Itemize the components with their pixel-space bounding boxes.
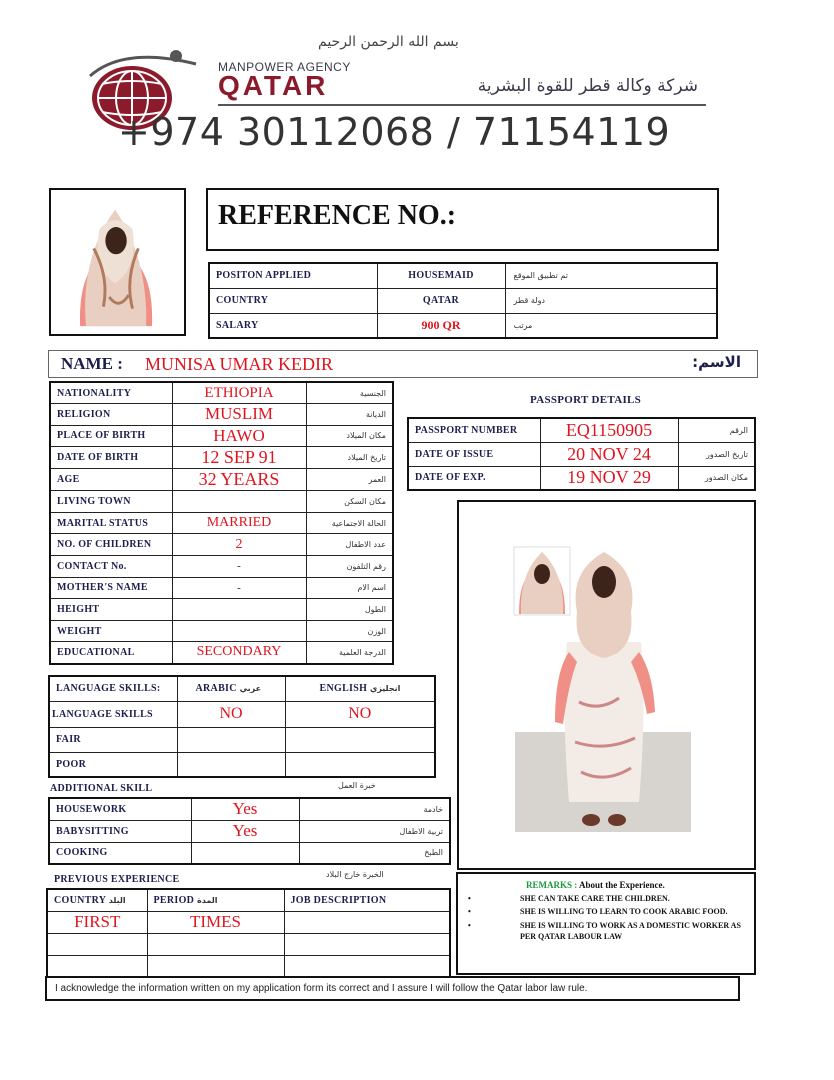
personal-value: -	[172, 556, 306, 578]
experience-job	[284, 955, 450, 977]
previous-experience-table	[46, 888, 451, 978]
table-row	[49, 752, 435, 777]
experience-country	[47, 955, 147, 977]
personal-label: NATIONALITY	[50, 382, 172, 404]
personal-value: MUSLIM	[172, 404, 306, 426]
list-item: • SHE IS WILLING TO WORK AS A DOMESTIC WORKER AS PER QATAR LABOUR LAW	[468, 921, 741, 941]
personal-arabic: عدد الاطفال	[306, 534, 393, 556]
country-label: COUNTRY	[209, 288, 377, 313]
remarks-box	[456, 872, 756, 975]
expiry-date-arabic: مكان الصدور	[678, 466, 755, 490]
table-row	[49, 820, 450, 842]
applicant-name: MUNISA UMAR KEDIR	[145, 354, 334, 374]
position-value: HOUSEMAID	[377, 263, 505, 288]
personal-value: ETHIOPIA	[172, 382, 306, 404]
personal-value: 32 YEARS	[172, 469, 306, 491]
personal-value: SECONDARY	[172, 642, 306, 664]
period-column-label: PERIOD	[153, 894, 195, 906]
table-row	[47, 955, 450, 977]
table-row	[50, 425, 393, 447]
remark-text: SHE IS WILLING TO LEARN TO COOK ARABIC FOOD.	[520, 907, 728, 916]
personal-label: MARITAL STATUS	[50, 512, 172, 534]
table-row	[49, 727, 435, 752]
agency-phone: +974 30112068 / 71154119	[118, 110, 671, 154]
remarks-list	[468, 894, 748, 942]
personal-value	[172, 491, 306, 513]
remark-text: SHE IS WILLING TO WORK AS A DOMESTIC WORKER AS PER QATAR LABOUR LAW	[520, 921, 741, 941]
period-column-header	[147, 889, 284, 911]
period-column-arabic: المدة	[197, 895, 218, 905]
table-row	[50, 599, 393, 621]
cooking-value	[191, 842, 299, 864]
table-row	[50, 404, 393, 426]
list-item: • SHE IS WILLING TO LEARN TO COOK ARABIC FOOD.	[468, 907, 728, 916]
remarks-heading	[526, 880, 665, 890]
acknowledgement-box	[45, 976, 740, 1001]
position-table	[208, 262, 718, 339]
reference-box	[206, 188, 719, 251]
country-column-arabic: البلد	[108, 895, 126, 905]
agency-subtitle: MANPOWER AGENCY	[218, 60, 351, 74]
language-skills-header: LANGUAGE SKILLS:	[49, 676, 177, 701]
experience-job	[284, 911, 450, 933]
english-column-label: ENGLISH	[319, 683, 368, 695]
experience-country	[47, 933, 147, 955]
personal-label: RELIGION	[50, 404, 172, 426]
table-row	[408, 418, 755, 442]
fair-arabic-value	[177, 727, 285, 752]
housework-arabic: خادمة	[299, 798, 450, 820]
babysitting-label: BABYSITTING	[49, 820, 191, 842]
list-item: • SHE CAN TAKE CARE THE CHILDREN.	[468, 894, 670, 903]
remark-text: SHE CAN TAKE CARE THE CHILDREN.	[520, 894, 670, 903]
personal-label: PLACE OF BIRTH	[50, 425, 172, 447]
table-row	[50, 642, 393, 664]
country-arabic: دولة قطر	[505, 288, 717, 313]
salary-label: SALARY	[209, 313, 377, 338]
personal-arabic: اسم الام	[306, 577, 393, 599]
english-column-arabic: انجليزي	[369, 684, 401, 694]
table-row	[50, 469, 393, 491]
personal-label: LIVING TOWN	[50, 491, 172, 513]
previous-experience-arabic-title: الخبرة خارج البلاد	[326, 870, 384, 879]
poor-arabic-value	[177, 752, 285, 777]
remarks-title: REMARKS :	[526, 880, 578, 890]
arabic-column-label: ARABIC	[195, 683, 237, 695]
personal-arabic: الحالة الاجتماعية	[306, 512, 393, 534]
personal-arabic: مكان السكن	[306, 491, 393, 513]
english-skill-value: NO	[285, 701, 435, 727]
personal-value: 12 SEP 91	[172, 447, 306, 469]
personal-arabic: الوزن	[306, 620, 393, 642]
job-description-column-header: JOB DESCRIPTION	[284, 889, 450, 911]
header-divider	[218, 104, 706, 106]
personal-label: MOTHER'S NAME	[50, 577, 172, 599]
position-label: POSITON APPLIED	[209, 263, 377, 288]
additional-skill-title: ADDITIONAL SKILL	[50, 783, 153, 794]
name-bar	[48, 350, 758, 378]
personal-arabic: الجنسية	[306, 382, 393, 404]
experience-job	[284, 933, 450, 955]
personal-arabic: الدرجة العلمية	[306, 642, 393, 664]
housework-label: HOUSEWORK	[49, 798, 191, 820]
salary-arabic: مرتب	[505, 313, 717, 338]
personal-arabic: الديانة	[306, 404, 393, 426]
personal-value: HAWO	[172, 425, 306, 447]
full-body-photo	[459, 502, 754, 868]
issue-date-label: DATE OF ISSUE	[408, 442, 540, 466]
issue-date-arabic: تاريخ الصدور	[678, 442, 755, 466]
passport-number-arabic: الرقم	[678, 418, 755, 442]
position-arabic: تم تطبيق الموقع	[505, 263, 717, 288]
name-arabic-label: الاسم:	[692, 353, 741, 371]
personal-value: 2	[172, 534, 306, 556]
table-row	[47, 911, 450, 933]
english-column-header	[285, 676, 435, 701]
personal-value: MARRIED	[172, 512, 306, 534]
portrait-photo-frame	[49, 188, 186, 336]
personal-arabic: تاريخ الميلاد	[306, 447, 393, 469]
personal-label: WEIGHT	[50, 620, 172, 642]
acknowledgement-text: I acknowledge the information written on my application form its correct and I assure I will follow the Qatar labor law rule.	[55, 983, 588, 994]
table-row	[50, 447, 393, 469]
arabic-skill-value: NO	[177, 701, 285, 727]
personal-arabic: رقم التلفون	[306, 556, 393, 578]
experience-period	[147, 933, 284, 955]
personal-arabic: العمر	[306, 469, 393, 491]
table-row	[209, 313, 717, 338]
table-row	[49, 676, 435, 701]
housework-value: Yes	[191, 798, 299, 820]
table-row	[408, 442, 755, 466]
country-column-label: COUNTRY	[54, 894, 106, 906]
fair-label: FAIR	[49, 727, 177, 752]
full-body-photo-frame	[457, 500, 756, 870]
table-row	[50, 556, 393, 578]
cooking-arabic: الطبخ	[299, 842, 450, 864]
personal-label: DATE OF BIRTH	[50, 447, 172, 469]
table-row	[50, 382, 393, 404]
poor-label: POOR	[49, 752, 177, 777]
language-level-label: LANGUAGE SKILLS	[49, 701, 177, 727]
personal-value	[172, 599, 306, 621]
table-row	[47, 889, 450, 911]
table-row	[49, 701, 435, 727]
table-row	[47, 933, 450, 955]
personal-value	[172, 620, 306, 642]
portrait-photo	[51, 190, 184, 334]
passport-title: PASSPORT DETAILS	[530, 394, 642, 406]
babysitting-value: Yes	[191, 820, 299, 842]
table-row	[50, 534, 393, 556]
name-label: NAME :	[61, 354, 123, 373]
country-column-header	[47, 889, 147, 911]
table-row	[50, 491, 393, 513]
arabic-column-header	[177, 676, 285, 701]
expiry-date-value: 19 NOV 29	[540, 466, 678, 490]
personal-arabic: الطول	[306, 599, 393, 621]
agency-title: QATAR	[218, 70, 329, 101]
table-row	[50, 512, 393, 534]
salary-value: 900 QR	[377, 313, 505, 338]
passport-number-label: PASSPORT NUMBER	[408, 418, 540, 442]
table-row	[408, 466, 755, 490]
expiry-date-label: DATE OF EXP.	[408, 466, 540, 490]
passport-table	[407, 417, 756, 491]
table-row	[50, 620, 393, 642]
personal-label: CONTACT No.	[50, 556, 172, 578]
cooking-label: COOKING	[49, 842, 191, 864]
passport-number-value: EQ1150905	[540, 418, 678, 442]
personal-label: NO. OF CHILDREN	[50, 534, 172, 556]
personal-label: EDUCATIONAL	[50, 642, 172, 664]
additional-skill-table	[48, 797, 451, 865]
fair-english-value	[285, 727, 435, 752]
table-row	[209, 263, 717, 288]
bismillah-calligraphy: بسم الله الرحمن الرحيم	[318, 34, 459, 50]
language-skills-table	[48, 675, 436, 778]
experience-period: TIMES	[147, 911, 284, 933]
table-row	[49, 798, 450, 820]
personal-label: HEIGHT	[50, 599, 172, 621]
personal-arabic: مكان الميلاد	[306, 425, 393, 447]
arabic-column-arabic: عربي	[239, 684, 262, 694]
additional-skill-arabic-title: خبرة العمل	[338, 781, 376, 790]
personal-value: -	[172, 577, 306, 599]
issue-date-value: 20 NOV 24	[540, 442, 678, 466]
agency-arabic-title: شركة وكالة قطر للقوة البشرية	[477, 76, 698, 96]
experience-period	[147, 955, 284, 977]
personal-label: AGE	[50, 469, 172, 491]
country-value: QATAR	[377, 288, 505, 313]
table-row	[50, 577, 393, 599]
previous-experience-title: PREVIOUS EXPERIENCE	[54, 874, 180, 885]
babysitting-arabic: تربية الاطفال	[299, 820, 450, 842]
poor-english-value	[285, 752, 435, 777]
table-row	[209, 288, 717, 313]
remarks-subtitle: About the Experience.	[579, 880, 665, 890]
personal-details-table	[49, 381, 394, 665]
table-row	[49, 842, 450, 864]
reference-label: REFERENCE NO.:	[218, 200, 457, 231]
experience-country: FIRST	[47, 911, 147, 933]
